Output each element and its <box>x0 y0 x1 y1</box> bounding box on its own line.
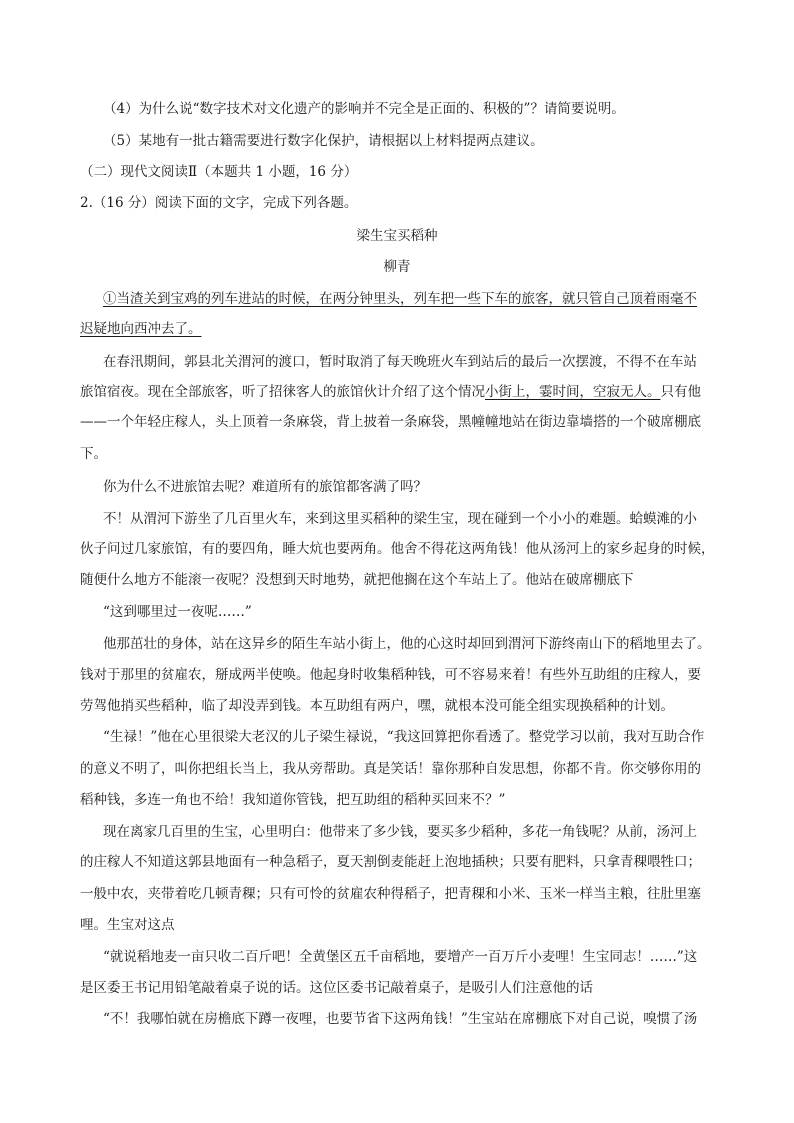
paragraph-line: 的意义不明了，叫你把组长当上，我从旁帮助。真是笑话！靠你那种自发思想，你都不肯。你交够你用的 <box>80 761 701 777</box>
paragraph-line: “不！我哪怕就在房檐底下蹲一夜哩，也要节省下这两角钱！”生宝站在席棚底下对自己说，嗅惯了汤 <box>103 1011 698 1027</box>
paragraph-line: 现在离家几百里的生宝，心里明白：他带来了多少钱，要买多少稻种，多花一角钱呢？从前，汤河上 <box>103 824 697 840</box>
paragraph-line: 劳驾他捎买些稻种，临了却没弄到钱。本互助组有两户，嘿，就根本没可能全组实现换稻种的计划。 <box>80 698 674 714</box>
paragraph-line: 一般中农，夹带着吃几顿青稞；只有可怜的贫雇农种得稻子，把青稞和小米、玉米一样当主粮，往肚里塞 <box>80 886 701 902</box>
question-5: （5）某地有一批古籍需要进行数字化保护，请根据以上材料提两点建议。 <box>103 133 544 149</box>
paragraph-line: 哩。生宝对这点 <box>80 917 175 933</box>
paragraph-line: 是区委王书记用铅笔敲着桌子说的话。这位区委书记敲着桌子，是吸引人们注意他的话 <box>80 980 593 996</box>
article-author: 柳青 <box>383 259 411 275</box>
paragraph-line: 下。 <box>80 446 107 462</box>
paragraph-line: 他那茁壮的身体，站在这异乡的陌生车站小街上，他的心这时却回到渭河下游终南山下的稻地里去了。 <box>103 636 711 652</box>
text-span: 旅馆宿夜。现在全部旅客，听了招徕客人的旅馆伙计介绍了这个情况 <box>80 384 485 400</box>
paragraph-line: 在春汛期间，郭县北关渭河的渡口，暂时取消了每天晚班火车到站后的最后一次摆渡，不得不在车站 <box>103 354 697 370</box>
paragraph-line: “这到哪里过一夜呢……” <box>103 604 252 620</box>
paragraph-line: 随便什么地方不能滚一夜呢？没想到天时地势，就把他搁在这个车站上了。他站在破席棚底下 <box>80 572 634 588</box>
paragraph-line: 你为什么不进旅馆去呢？难道所有的旅馆都客满了吗？ <box>103 479 427 495</box>
article-title: 梁生宝买稻种 <box>356 228 438 244</box>
section-title: （二）现代文阅读Ⅱ（本题共 1 小题，16 分） <box>80 164 358 180</box>
paragraph-line: 稻种钱，多连一角也不给！我知道你管钱，把互助组的稻种买回来不？” <box>80 792 506 808</box>
paragraph-line: ——一个年轻庄稼人，头上顶着一条麻袋，背上披着一条麻袋，黑幢幢地站在街边靠墙搭的一个破席棚底 <box>80 414 701 430</box>
paragraph-line: “生禄！”他在心里很梁大老汉的儿子梁生禄说，“我这回算把你看透了。整党学习以前，我对互助合作 <box>103 729 705 745</box>
text-span: 只有他 <box>660 384 701 400</box>
paragraph-line: 伙子问过几家旅馆，有的要四角，睡大炕也要两角。他舍不得花这两角钱！他从汤河上的家乡起身的时候， <box>80 541 715 557</box>
paragraph-line: 不！从渭河下游坐了几百里火车，来到这里买稻种的梁生宝，现在碰到一个小小的难题。蛤蟆滩的小 <box>103 511 697 527</box>
paragraph-line: 的庄稼人不知道这郭县地面有一种急稻子，夏天割倒麦能赶上泡地插秧；只要有肥料，只拿青稞喂牲口； <box>80 854 701 870</box>
paragraph-line: ①当渣关到宝鸡的列车进站的时候，在两分钟里头，列车把一些下车的旅客，就只管自己顶着雨毫不 <box>103 291 697 307</box>
paragraph-line <box>80 383 701 401</box>
paragraph-line: “就说稻地麦一亩只收二百斤吧！全黄堡区五千亩稻地，要增产一百万斤小麦哩！生宝同志！……”这 <box>103 949 698 965</box>
question-2-prompt: 2.（16 分）阅读下面的文字，完成下列各题。 <box>80 195 358 211</box>
paragraph-line: 钱对于那里的贫雇农，掰成两半使唤。他起身时收集稻种钱，可不容易来着！有些外互助组的庄稼人，要 <box>80 667 701 683</box>
underlined-text: 小街上，霎时间，空寂无人。 <box>485 384 661 400</box>
paragraph-line: 迟疑地向西冲去了。 <box>80 321 202 337</box>
question-4: （4）为什么说“数字技术对文化遗产的影响并不完全是正面的、积极的”？请简要说明。 <box>103 101 625 117</box>
